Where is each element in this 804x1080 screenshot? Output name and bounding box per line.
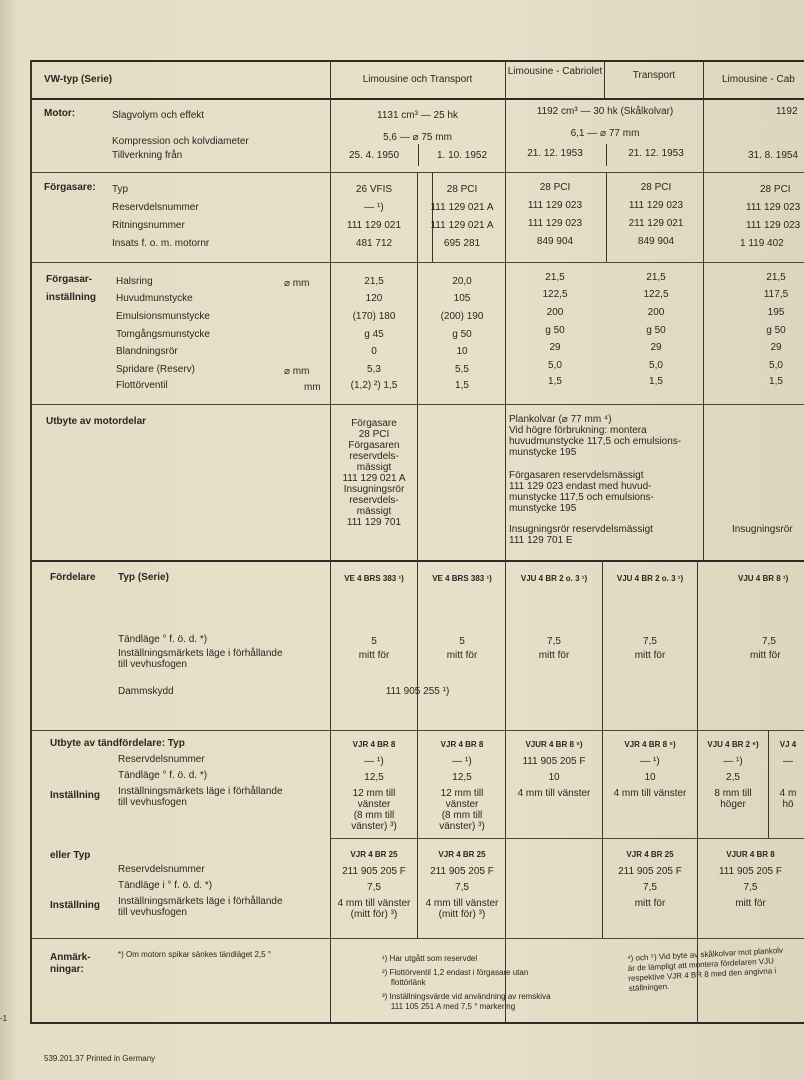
forgasare-c2-ritning: 111 129 021 A [430,220,494,231]
fordelare-markets-label: Inställningsmärkets läge i förhållande till vevhusfogen [118,648,283,670]
ut-markets-c4: 4 mm till vänster [613,788,687,799]
motor-date-3: 21. 12. 1953 [527,148,583,159]
anm-note-3: ³) Inställningsvärde vid användning av remskiva 111 105 251 A med 7,5 ° markering [382,992,551,1011]
inst-row-tomgang: Tomgångsmunstycke [116,329,210,340]
utbyte-tand-markets: Inställningsmärkets läge i förhållande till vevhusfogen [118,786,283,808]
inst-value-c2-r7: 1,5 [455,380,469,391]
col-header-limousine-cabriolet: Limousine - Cabriolet [507,66,603,77]
dammskydd-value: 111 905 255 ¹) [385,686,450,697]
inst-value-c2-r2: 105 [453,293,471,304]
dammskydd-label: Dammskydd [118,686,174,697]
eller-inst: Inställning [50,900,100,911]
ut-tandlage-c1: 12,5 [364,772,384,783]
el-type-c3: VJR 4 BR 25 [626,850,674,859]
ut-markets-c5: 8 mm till höger [714,788,752,810]
inst-value-c5-r7: 1,5 [769,376,783,387]
forgasare-row-reserv: Reservdelsnummer [112,202,199,213]
fordelare-val-c1: 5 [371,636,377,647]
utbyte-tand-row-tandlage: Tändläge ° f. ö. d. *) [118,770,208,781]
print-imprint: 539.201.37 Printed in Germany [44,1054,156,1063]
inst-value-c4-r7: 1,5 [649,376,663,387]
inst-value-c5-r4: g 50 [766,325,786,336]
inst-value-c1-r1: 21,5 [364,276,384,287]
ut-type-c2: VJR 4 BR 8 [440,740,484,749]
forgasare-c1-reserv: — ¹) [364,202,384,213]
motor-date-4: 21. 12. 1953 [628,148,684,159]
ut-type-c4: VJR 4 BR 8 ⁵) [624,740,676,749]
motor-row-effect: Slagvolym och effekt [112,110,205,121]
el-reserv-c1: 211 905 205 F [342,866,406,877]
el-markets-c2: 4 mm till vänster (mitt för) ³) [425,898,499,920]
forgasare-c4-typ: 28 PCI [640,182,672,193]
fordelare-mitt-c2: mitt för [446,650,478,661]
col-header-limousine-transport: Limousine och Transport [362,74,473,85]
inst-value-c2-r6: 5,5 [455,364,469,375]
ut-reserv-c2: — ¹) [452,756,472,767]
anm-note-4-5: ⁴) och ⁵) Vid byte av skålkolvar mot plankolv är de lämpligt att montera fördelaren VJU respektive VJR 4 BR 8 med den angivna i ställningen. [627,945,784,993]
motor-label: Motor: [44,108,76,119]
inst-value-c4-r1: 21,5 [646,272,666,283]
forgasare-c3-insats: 849 904 [536,236,574,247]
inst-value-c3-r5: 29 [549,342,561,353]
utbyte-c3: Insugningsrör [732,524,793,535]
utbyte-tand-inst: Inställning [50,790,100,801]
motor-effect-c3: 1192 [776,106,798,117]
anm-note-2: ²) Flottörventil 1,2 endast i förgasare utan flottörlänk [382,968,529,987]
fordelare-label: Fördelare [50,572,96,583]
forgasare-label: Förgasare: [44,182,96,193]
forgasare-c3-ritning: 111 129 023 [527,218,583,229]
forgasare-c3-typ: 28 PCI [539,182,571,193]
fordelare-type-c4: VJU 4 BR 2 o. 3 ¹) [616,574,684,583]
inst-value-c3-r1: 21,5 [545,272,565,283]
forgasare-c5-reserv: 111 129 023 [746,202,801,213]
inst-row-blandning: Blandningsrör [116,346,178,357]
inst-value-c5-r1: 21,5 [766,272,786,283]
motor-comp-c2: 6,1 — ⌀ 77 mm [570,128,640,139]
ut-reserv-c5: — ¹) [723,756,743,767]
el-type-c4: VJUR 4 BR 8 [726,850,775,859]
utbyte-c2-insugning: Insugningsrör reservdelsmässigt 111 129 701 E [509,524,653,546]
forgasare-c5-typ: 28 PCI [760,184,791,195]
el-markets-c1: 4 mm till vänster (mitt för) ³) [337,898,411,920]
inst-row-halsring: Halsring [116,276,153,287]
el-tandlage-c2: 7,5 [455,882,469,893]
fordelare-val-c3: 7,5 [547,636,561,647]
utbyte-tand-rule [330,838,804,839]
el-tandlage-c1: 7,5 [367,882,381,893]
forgasare-c1-ritning: 111 129 021 [346,220,402,231]
inst-value-c1-r2: 120 [365,293,383,304]
ut-tandlage-c2: 12,5 [452,772,472,783]
eller-rule [30,938,804,939]
ut-reserv-c1: — ¹) [364,756,384,767]
fordelare-typ-label: Typ (Serie) [118,572,169,583]
fordelare-mitt-c1: mitt för [358,650,390,661]
el-reserv-c3: 211 905 205 F [618,866,682,877]
inst-row-huvud: Huvudmunstycke [116,293,193,304]
inst-value-c1-r5: 0 [371,346,377,357]
eller-label: eller Typ [50,850,91,861]
col-header-limousine-cab: Limousine - Cab [722,74,795,85]
ut-tandlage-c4: 10 [644,772,656,783]
forgasare-row-ritning: Ritningsnummer [112,220,185,231]
fordelare-type-c1: VE 4 BRS 383 ¹) [344,574,404,583]
inst-value-c3-r2: 122,5 [542,289,568,300]
fordelare-mitt-c3: mitt för [538,650,570,661]
inst-value-c5-r3: 195 [767,307,785,318]
ut-markets-c3: 4 mm till vänster [517,788,591,799]
fordelare-mitt-c4: mitt för [634,650,666,661]
fordelare-mitt-c5: mitt för [750,650,781,661]
motor-effect-c1: 1131 cm³ — 25 hk [377,110,458,121]
el-type-c1: VJR 4 BR 25 [350,850,398,859]
forgasare-c5-insats: 1 119 402 [740,238,784,249]
installning-label-1: Förgasar- [46,274,93,285]
ut-reserv-c4: — ¹) [640,756,660,767]
utbyte-c2-plankolvar: Plankolvar (⌀ 77 mm ⁴) Vid högre förbrukning: montera huvudmunstycke 117,5 och emulsions- munstycke 195 [509,414,682,458]
inst-value-c3-r6: 5,0 [548,360,562,371]
forgasare-c4-reserv: 111 129 023 [628,200,684,211]
anm-note-1: ¹) Har utgått som reservdel [382,954,478,963]
motor-row-compression: Kompression och kolvdiameter [112,136,249,147]
fordelare-type-c3: VJU 4 BR 2 o. 3 ¹) [520,574,588,583]
inst-value-c3-r3: 200 [546,307,564,318]
motor-comp-c1: 5,6 — ⌀ 75 mm [383,132,452,143]
inst-value-c4-r2: 122,5 [643,289,669,300]
inst-value-c2-r5: 10 [456,346,468,357]
forgasare-c4-insats: 849 904 [637,236,675,247]
inst-row-flottor: Flottörventil [116,380,168,391]
inst-unit-flottor: mm [304,382,321,393]
ut-reserv-c6: — [783,756,793,767]
inst-value-c1-r7: (1,2) ²) 1,5 [350,380,398,391]
inst-value-c2-r4: g 50 [452,329,472,340]
motor-effect-c2: 1192 cm³ — 30 hk (Skålkolvar) [536,106,674,117]
motor-date-5: 31. 8. 1954 [748,150,799,161]
forgasare-row-insats: Insats f. o. m. motornr [112,238,210,249]
el-markets-c3: mitt för [634,898,666,909]
inst-unit-halsring: ⌀ mm [284,278,310,289]
inst-value-c3-r4: g 50 [545,325,565,336]
ut-markets-c1: 12 mm till vänster (8 mm till vänster) ³) [351,788,397,832]
table-top-rule [30,60,804,62]
eller-markets: Inställningsmärkets läge i förhållande till vevhusfogen [118,896,283,918]
el-reserv-c2: 211 905 205 F [430,866,494,877]
ut-reserv-c3: 111 905 205 F [522,756,586,767]
inst-unit-spridare: ⌀ mm [284,366,310,377]
col-header-transport: Transport [632,70,676,81]
motor-date-1: 25. 4. 1950 [348,150,400,161]
vw-type-header: VW-typ (Serie) [44,74,113,85]
forgasare-row-typ: Typ [112,184,129,195]
fordelare-val-c2: 5 [459,636,465,647]
forgasare-c2-insats: 695 281 [443,238,481,249]
inst-value-c4-r6: 5,0 [649,360,663,371]
forgasare-c1-insats: 481 712 [355,238,393,249]
forgasare-c2-reserv: 111 129 021 A [430,202,494,213]
inst-value-c5-r5: 29 [770,342,782,353]
ut-markets-c2: 12 mm till vänster (8 mm till vänster) ³) [439,788,485,832]
inst-value-c4-r5: 29 [650,342,662,353]
table-bottom-rule [30,1022,804,1024]
fordelare-tandlage-label: Tändläge ° f. ö. d. *) [118,634,208,645]
utbyte-c1: Förgasare 28 PCI Förgasaren reservdels- mässigt 111 129 021 A Insugningsrör reservdels- mässigt 111 129 701 [342,418,406,528]
eller-row-reserv: Reservdelsnummer [118,864,205,875]
forgasare-c4-ritning: 211 129 021 [628,218,684,229]
ut-type-c3: VJUR 4 BR 8 ⁵) [525,740,583,749]
forgasare-c1-typ: 26 VFIS [355,184,393,195]
motor-row-manufacture: Tillverkning från [112,150,183,161]
anm-label: Anmärk- ningar: [50,952,91,975]
el-tandlage-c4: 7,5 [743,882,758,893]
forgasare-c3-reserv: 111 129 023 [527,200,583,211]
fordelare-val-c5: 7,5 [762,636,776,647]
el-tandlage-c3: 7,5 [643,882,657,893]
eller-row-tandlage: Tändläge i ° f. ö. d. *) [118,880,213,891]
inst-row-spridare: Spridare (Reserv) [116,364,195,375]
inst-value-c2-r1: 20,0 [452,276,472,287]
inst-value-c3-r7: 1,5 [548,376,562,387]
ut-tandlage-c5: 2,5 [726,772,740,783]
inst-value-c1-r6: 5,3 [367,364,381,375]
el-type-c2: VJR 4 BR 25 [438,850,486,859]
forgasare-c5-ritning: 111 129 023 [746,220,801,231]
ut-type-c5: VJU 4 BR 2 ⁶) [707,740,759,749]
utbyte-tand-label: Utbyte av tändfördelare: Typ [50,738,185,749]
ut-type-c1: VJR 4 BR 8 [352,740,396,749]
utbyte-tand-row-reserv: Reservdelsnummer [118,754,205,765]
ut-type-c6: VJ 4 [779,740,797,749]
motor-date-2: 1. 10. 1952 [436,150,488,161]
installning-label-2: inställning [46,292,96,303]
fordelare-val-c4: 7,5 [643,636,657,647]
utbyte-c2-forgasaren: Förgasaren reservdelsmässigt 111 129 023 endast med huvud- munstycke 117,5 och emulsions- munstycke 195 [509,470,654,514]
left-border [30,60,32,1022]
fordelare-type-c5: VJU 4 BR 8 ¹) [738,574,789,583]
inst-value-c1-r3: (170) 180 [352,311,396,322]
utbyte-label: Utbyte av motordelar [46,416,147,427]
ut-markets-c6: 4 m hö [779,788,797,810]
el-markets-c4: mitt för [735,898,766,909]
el-reserv-c4: 111 905 205 F [718,866,782,877]
fordelare-type-c2: VE 4 BRS 383 ¹) [432,574,492,583]
inst-value-c4-r3: 200 [647,307,665,318]
page-edge-mark: -1 [0,1014,8,1023]
header-rule [30,98,804,100]
inst-value-c5-r6: 5,0 [769,360,783,371]
forgasare-c2-typ: 28 PCI [446,184,478,195]
inst-row-emulsion: Emulsionsmunstycke [116,311,210,322]
inst-value-c5-r2: 117,5 [763,289,789,300]
anm-note-star: *) Om motorn spikar sänkes tändläget 2,5 ° [118,950,272,959]
ut-tandlage-c3: 10 [548,772,560,783]
inst-value-c4-r4: g 50 [646,325,666,336]
inst-value-c1-r4: g 45 [364,329,384,340]
inst-value-c2-r3: (200) 190 [440,311,484,322]
